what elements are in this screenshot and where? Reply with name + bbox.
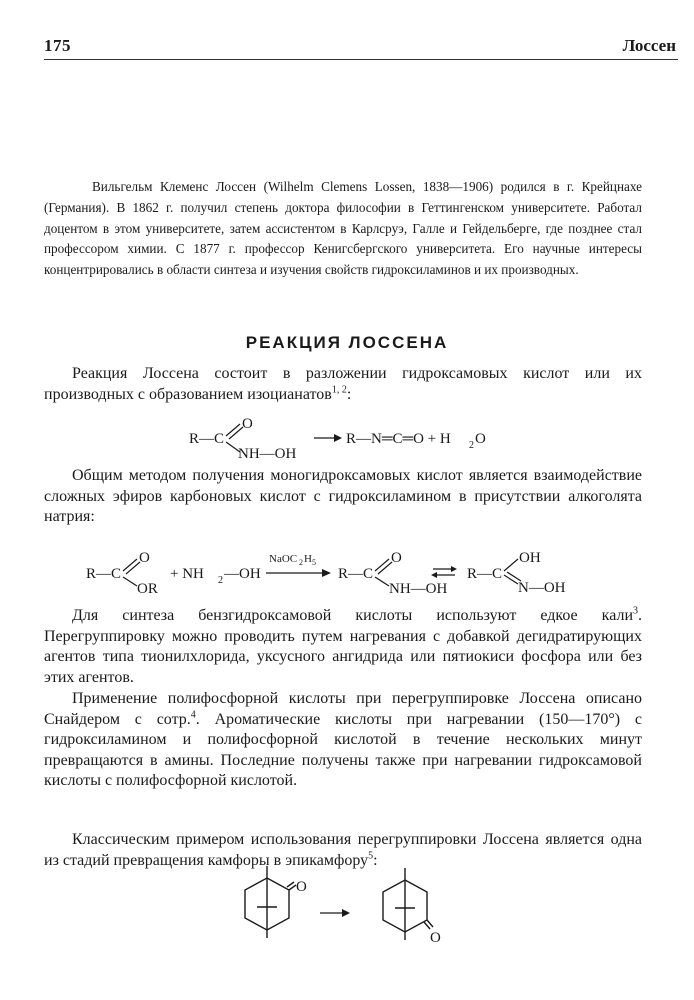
equation-1: [189, 416, 486, 462]
eq1-water-sub: 2: [469, 440, 474, 451]
paragraph-4-text-b: . Ароматические кислоты при нагревании (150—170°) с гидроксиламином и полифосфорной кислотой в течение нескольких минут превращаются в амины. Последние получены также при нагревании гидроксамовой кислоты с полифосфорной кислотой.: [44, 710, 642, 789]
eq1-double-bond-a: [226, 424, 240, 436]
eq2-catalyst-h: H: [304, 553, 312, 565]
eq2-ester-or: OR: [137, 581, 158, 597]
paragraph-5-text: Классическим примером использования перегруппировки Лоссена является одна из стадий превращения камфоры в эпикамфору: [44, 831, 642, 869]
eq2-prod-single: [375, 577, 389, 586]
camphor-structure: [245, 866, 296, 938]
eq1-product: R—N═C═O + H: [346, 431, 451, 447]
eq2-ester-double-b: [126, 562, 140, 574]
eq2-ester-single: [123, 577, 137, 586]
eq2-prod-double-a: [375, 559, 389, 571]
eq2-ester-rc: R—C: [86, 566, 122, 582]
eq1-double-bond-b: [229, 427, 243, 439]
eq2-plus-nh: + NH: [170, 566, 204, 582]
eq2-taut-noh: N—OH: [518, 580, 566, 596]
paragraph-5-tail: :: [373, 851, 378, 869]
epicamphor-oxygen: O: [430, 930, 441, 946]
eq2-prod-nhoh: NH—OH: [389, 581, 448, 597]
equation-2: [86, 550, 566, 597]
reference-3: 3: [633, 605, 638, 617]
paragraph-3-text-a: Для синтеза бензгидроксамовой кислоты используют едкое кали: [72, 607, 633, 624]
eq2-taut-single: [504, 559, 518, 571]
epicamphor-structure: [383, 868, 433, 940]
eq2-taut-oh: OH: [519, 550, 541, 566]
eq3-arrow-head: [342, 909, 350, 917]
camphor-carbonyl-a: [289, 885, 296, 890]
eq2-catalyst-sub2: 5: [312, 558, 316, 567]
paragraph-2: Общим методом получения моногидроксамовых кислот является взаимодействие сложных эфиров карбоновых кислот с гидроксиламином в присутствии алкоголята натрия:: [44, 467, 642, 525]
biography-note: Вильгельм Клеменс Лоссен (Wilhelm Clemens Lossen, 1838—1906) родился в г. Крейцнахе (Германия). В 1862 г. получил степень доктора философии в Геттингенском университете. Работал доцентом в этом университете, затем ассистентом в Карлсруэ, Галле и Гейдельберге, где позднее стал профессором химии. С 1877 г. профессор Кенигсбергского университета. Его научные интересы концентрировались в области синтеза и изучения свойств гидроксиламинов и их производных.: [44, 179, 642, 278]
equation-3: [245, 866, 441, 946]
reference-4: 4: [190, 709, 196, 721]
section-heading: РЕАКЦИЯ ЛОССЕНА: [245, 333, 449, 352]
eq2-ester-o: O: [139, 550, 150, 566]
eq2-nh-sub: 2: [218, 575, 223, 586]
eq1-arrow-head: [334, 434, 342, 442]
reference-1-2: 1, 2: [331, 384, 347, 396]
reference-5: 5: [368, 850, 374, 862]
eq2-prod-o: O: [391, 550, 402, 566]
eq1-water-o: O: [475, 431, 486, 447]
camphor-carbonyl-b: [287, 882, 294, 887]
eq1-nhoh: NH—OH: [238, 446, 297, 462]
paragraph-1-tail: :: [346, 385, 352, 403]
eq2-equilibrium-top-head: [451, 566, 457, 572]
eq1-oxygen: O: [242, 416, 253, 432]
eq2-taut-double-a: [504, 575, 518, 584]
eq2-ester-double-a: [123, 559, 137, 571]
camphor-oxygen: O: [296, 879, 307, 895]
eq2-catalyst: NaOC: [269, 553, 298, 565]
eq2-prod-double-b: [378, 562, 392, 574]
paragraph-4-text-a: Применение полифосфорной кислоты при перегруппировке Лоссена описано Снайдером с сотр.: [44, 690, 642, 728]
paragraph-3-text-b: . Перегруппировку можно проводить путем нагревания с добавкой дегидратирующих агентов типа тионилхлорида, уксусного ангидрида или пятиокиси фосфора или без этих агентов.: [44, 607, 642, 686]
eq2-taut-rc: R—C: [467, 566, 503, 582]
eq2-arrow-head: [322, 569, 331, 577]
running-title: Лоссен: [622, 36, 676, 55]
eq1-r-c: R—C: [189, 431, 225, 447]
page-number: 175: [44, 36, 71, 55]
paragraph-1-text: Реакция Лоссена состоит в разложении гидроксамовых кислот или их производных с образованием изоцианатов: [44, 365, 642, 403]
eq2-equilibrium-bottom-head: [431, 572, 437, 578]
eq2-reagent-tail: —OH: [224, 566, 261, 582]
eq2-prod-rc: R—C: [338, 566, 374, 582]
eq2-catalyst-sub1: 2: [299, 558, 303, 567]
